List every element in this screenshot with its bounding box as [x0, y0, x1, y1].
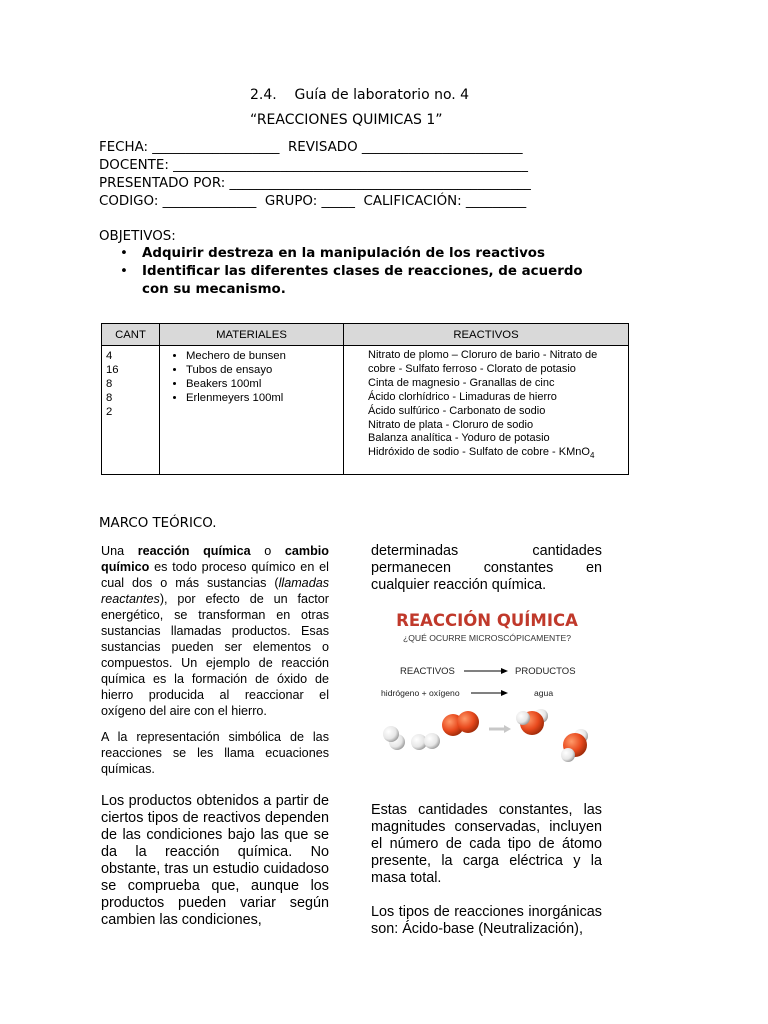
- form-docente-row: DOCENTE: _____________________________________________________: [99, 158, 528, 173]
- material-item: • Tubos de ensayo: [186, 363, 339, 377]
- figure-subtitle: ¿QUÉ OCURRE MICROSCÓPICAMENTE?: [402, 633, 572, 643]
- reactants-example: hidrógeno + oxígeno: [381, 688, 460, 698]
- reaction-illustration: [371, 600, 603, 780]
- product-example: agua: [534, 688, 554, 698]
- form-presentado-row: PRESENTADO POR: _____________________________________________: [99, 176, 531, 191]
- table-row: [102, 346, 629, 475]
- figure-title: REACCIÓN QUÍMICA: [396, 611, 578, 630]
- theory-paragraph: A la representación simbólica de las reacciones se les llama ecuaciones químicas.: [101, 730, 329, 776]
- objective-item: [120, 263, 610, 299]
- reaction-figure: [371, 600, 603, 780]
- text-run: Una: [101, 544, 138, 558]
- theory-heading: MARCO TEÓRICO.: [99, 516, 217, 531]
- cell-quantities: [102, 346, 160, 475]
- quantity: 8: [106, 378, 113, 390]
- objectives-heading: OBJETIVOS:: [99, 229, 176, 244]
- reagent-line: Cinta de magnesio - Granallas de cinc: [368, 376, 555, 389]
- material-item: • Erlenmeyers 100ml: [186, 391, 339, 405]
- header-materiales: MATERIALES: [160, 324, 344, 346]
- bullet-icon: •: [120, 264, 128, 279]
- cell-reagents: [344, 346, 629, 475]
- arrow-head-icon: [504, 725, 511, 733]
- reagent-line: Nitrato de plomo – Cloruro de bario - Nitrato de cobre - Sulfato ferroso - Clorato de potasio: [368, 349, 598, 375]
- theory-paragraph: Estas cantidades constantes, las magnitudes conservadas, incluyen el número de cada tipo de átomo presente, la carga eléctrica y la masa total.: [371, 802, 602, 886]
- objective-text: Adquirir destreza en la manipulación de los reactivos: [142, 246, 545, 261]
- hydrogen-atom: [561, 748, 575, 762]
- reagent-line: [368, 446, 625, 463]
- arrow-head-icon: [501, 690, 508, 696]
- reagent-line: Ácido clorhídrico - Limaduras de hierro: [368, 390, 557, 403]
- hydrogen-atom: [383, 726, 399, 742]
- text-run: o: [250, 544, 285, 558]
- text-run: ), por efecto de un factor energético, se transforman en otras sustancias llamadas productos. Esas sustancias pueden ser elementos o compuestos. Un ejemplo de reacción química es la formación de óxido de hierro producida al reaccionar el oxígeno del aire con el hierro.: [101, 592, 329, 718]
- material-item: • Mechero de bunsen: [186, 349, 339, 363]
- objective-item: [120, 245, 610, 263]
- text-run: es todo proceso químico en el cual dos o más sustancias (: [101, 560, 329, 590]
- reactants-label: REACTIVOS: [400, 666, 455, 677]
- theory-paragraph: [101, 543, 329, 719]
- theory-paragraph: Los productos obtenidos a partir de ciertos tipos de reactivos dependen de las condiciones bajo las que se da la reacción química. No obstante, tras un estudio cuidadoso se comprueba que, aunque los productos pueden variar según cambien las condiciones,: [101, 793, 329, 928]
- objective-text: Identificar las diferentes clases de reacciones, de acuerdo con su mecanismo.: [142, 264, 583, 297]
- bullet-icon: •: [120, 246, 128, 261]
- arrow-head-icon: [501, 668, 508, 674]
- header-cant: CANT: [102, 324, 160, 346]
- form-codigo-row: CODIGO: ______________ GRUPO: _____ CALIFICACIÓN: _________: [99, 194, 527, 209]
- hydrogen-atom: [516, 711, 530, 725]
- theory-paragraph: determinadas cantidades permanecen constantes en cualquier reacción química.: [371, 543, 602, 593]
- term-reaccion-quimica: reacción química: [137, 544, 251, 558]
- theory-paragraph: Los tipos de reacciones inorgánicas son: Ácido-base (Neutralización),: [371, 904, 602, 937]
- term-cambio-quimico: cambio químico: [101, 544, 329, 574]
- hydrogen-atom: [424, 733, 440, 749]
- quantity: 2: [106, 406, 113, 418]
- subscript: 4: [589, 451, 595, 461]
- term-reactantes: llamadas reactantes: [101, 576, 329, 606]
- quantity: 16: [106, 364, 119, 376]
- section-heading: 2.4. Guía de laboratorio no. 4: [250, 87, 470, 103]
- reagent-text: Hidróxido de sodio - Sulfato de cobre - KMnO: [368, 446, 590, 459]
- materials-table: [101, 323, 629, 475]
- reagent-line: Balanza analítica - Yoduro de potasio: [368, 432, 550, 445]
- oxygen-atom: [457, 711, 479, 733]
- table-header-row: [102, 324, 629, 346]
- cell-materials: [160, 346, 344, 475]
- document-title: “REACCIONES QUIMICAS 1”: [250, 112, 443, 128]
- quantity: 4: [106, 350, 113, 362]
- reagent-line: Nitrato de plata - Cloruro de sodio: [368, 418, 534, 431]
- header-reactivos: REACTIVOS: [344, 324, 629, 346]
- reagent-line: Ácido sulfúrico - Carbonato de sodio: [368, 404, 546, 417]
- quantity: 8: [106, 392, 113, 404]
- form-fecha-row: FECHA: ___________________ REVISADO ________________________: [99, 140, 523, 155]
- material-item: • Beakers 100ml: [186, 377, 339, 391]
- products-label: PRODUCTOS: [515, 666, 576, 677]
- objectives-list: [120, 245, 610, 299]
